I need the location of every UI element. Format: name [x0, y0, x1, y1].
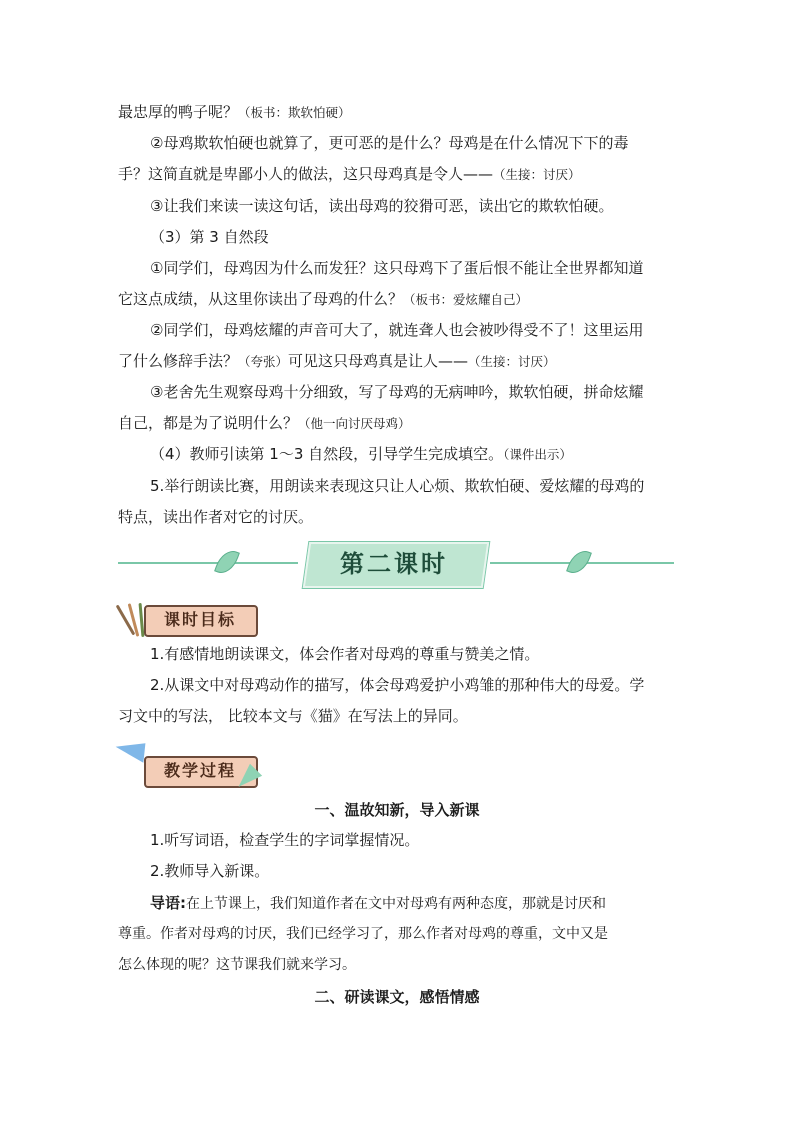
text-line-14 [118, 507, 313, 527]
line-text: ①同学们，母鸡因为什么而发狂？这只母鸡下了蛋后恨不能让全世界都知道 [150, 259, 644, 277]
line-text: ③让我们来读一读这句话，读出母鸡的狡猾可恶，读出它的欺软怕硬。 [150, 197, 614, 215]
text-line-7 [118, 289, 528, 310]
text-line-5 [150, 227, 269, 247]
courseware-note: （课件出示） [503, 447, 572, 462]
banner-rule-left [118, 562, 298, 564]
tag-label: 课时目标 [163, 610, 236, 629]
guide-line-2 [118, 924, 608, 944]
student-note: （生接：讨厌） [493, 167, 581, 182]
goal-line-1 [150, 644, 539, 664]
step-line-1 [150, 830, 419, 850]
goal-text: 1.有感情地朗读课文，体会作者对母鸡的尊重与赞美之情。 [150, 645, 540, 663]
text-line-6 [150, 258, 643, 278]
goal-line-3 [118, 706, 468, 726]
line-text: ③老舍先生观察母鸡十分细致，写了母鸡的无病呻吟，欺软怕硬，拼命炫耀 [150, 383, 644, 401]
line-text: 了什么修辞手法？ [118, 352, 239, 370]
answer-note: （夸张） [238, 354, 289, 369]
line-text: （4）教师引读第 1～3 自然段，引导学生完成填空。 [150, 445, 504, 463]
guide-text: 怎么体现的呢？这节课我们就来学习。 [118, 957, 356, 973]
line-text: 手？这简直就是卑鄙小人的做法，这只母鸡真是令人—— [118, 165, 494, 183]
board-note: （板书：欺软怕硬） [238, 105, 351, 120]
leaf-icon [566, 547, 592, 578]
guide-text: 在上节课上，我们知道作者在文中对母鸡有两种态度，那就是讨厌和 [186, 896, 606, 912]
line-text: 5.举行朗读比赛，用朗读来表现这只让人心烦、欺软怕硬、爱炫耀的母鸡的 [150, 477, 645, 495]
text-line-8 [150, 320, 643, 340]
line-text: ②母鸡欺软怕硬也就算了，更可恶的是什么？母鸡是在什么情况下下的毒 [150, 134, 629, 152]
text-line-13 [150, 476, 644, 496]
leaf-icon [214, 547, 240, 578]
line-text: 最忠厚的鸭子呢？ [118, 103, 239, 121]
text-line-4 [150, 196, 613, 216]
step-line-2 [150, 861, 269, 881]
text-line-2 [150, 133, 628, 153]
goal-text: 习文中的写法， 比较本文与《猫》在写法上的异同。 [118, 707, 468, 725]
board-note: （板书：爱炫耀自己） [403, 292, 529, 307]
text-line-3 [118, 164, 581, 185]
line-text: 它这点成绩，从这里你读出了母鸡的什么？ [118, 290, 404, 308]
section-title: 二、研读课文，感悟情感 [314, 988, 480, 1006]
guide-text: 尊重。作者对母鸡的讨厌，我们已经学习了，那么作者对母鸡的尊重，文中又是 [118, 926, 608, 942]
line-text: ②同学们，母鸡炫耀的声音可大了，就连聋人也会被吵得受不了！这里运用 [150, 321, 644, 339]
text-line-9 [118, 351, 556, 372]
text-line-11 [118, 413, 411, 434]
step-text: 2.教师导入新课。 [150, 862, 270, 880]
line-text: 可见这只母鸡真是让人—— [288, 352, 469, 370]
student-note: （生接：讨厌） [468, 354, 556, 369]
section-heading-2 [0, 987, 794, 1007]
text-line-1 [118, 102, 351, 123]
goal-text: 2.从课文中对母鸡动作的描写，体会母鸡爱护小鸡雏的那种伟大的母爱。学 [150, 676, 645, 694]
guide-label: 导语: [150, 894, 186, 912]
section-heading-1 [0, 800, 794, 820]
line-text: 特点，读出作者对它的讨厌。 [118, 508, 314, 526]
step-text: 1.听写词语，检查学生的字词掌握情况。 [150, 831, 420, 849]
process-tag [118, 748, 268, 792]
guide-line-1 [150, 893, 606, 914]
guide-line-3 [118, 955, 356, 975]
line-text: 自己，都是为了说明什么？ [118, 414, 299, 432]
objectives-tag [118, 603, 258, 637]
tag-label: 教学过程 [163, 761, 236, 780]
banner-title: 第二课时 [340, 549, 448, 578]
answer-note: （他一向讨厌母鸡） [298, 416, 411, 431]
text-line-10 [150, 382, 643, 402]
subsection-heading: （3）第 3 自然段 [150, 228, 269, 246]
text-line-12 [150, 444, 572, 465]
lesson-banner [118, 538, 674, 588]
goal-line-2 [150, 675, 644, 695]
section-title: 一、温故知新，导入新课 [314, 801, 480, 819]
